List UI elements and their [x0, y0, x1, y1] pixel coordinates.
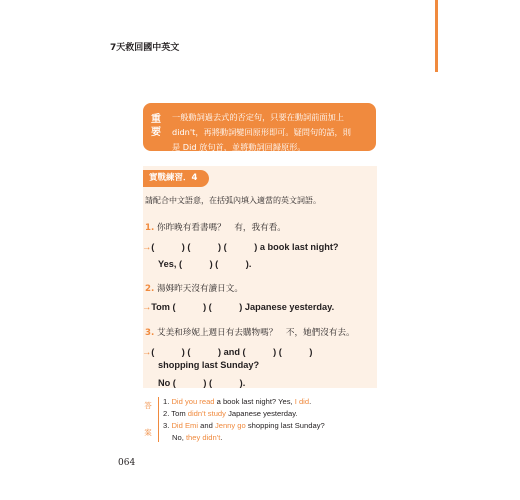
answer-4-highlight-1: they didn't [185, 433, 221, 442]
page-edge-tab [435, 0, 438, 72]
question-2-text: 湯姆昨天沒有讀日文。 [156, 284, 243, 294]
answer-4-text-1: . [220, 433, 223, 442]
question-3-text: 艾美和珍妮上週日有去購物嗎？ 不，她們沒有去。 [156, 328, 355, 338]
answer-3 [163, 421, 325, 430]
question-3-blank-line-1: ( ) ( ) and ( ) ( ) [151, 347, 313, 357]
answer-3-highlight-2: Jenny go [214, 421, 246, 430]
answer-3-text-2: shopping last Sunday? [245, 421, 325, 430]
answer-2-number: 2. Tom [163, 409, 188, 418]
important-note-text [172, 110, 370, 155]
question-1-chinese [145, 221, 286, 233]
question-1-blank-line-1: ( ) ( ) ( ) a book last night? [151, 242, 339, 252]
question-3-chinese [145, 326, 355, 338]
question-2-chinese [145, 282, 243, 294]
page-number: 064 [118, 458, 136, 468]
answer-4-prefix: No, [172, 433, 186, 442]
answer-1-highlight-1: Did you read [171, 397, 215, 406]
important-badge-char-1: 重 [151, 114, 161, 125]
answer-1-text-2: . [309, 397, 312, 406]
answer-3-continued [172, 433, 222, 442]
answer-label-char-1: 答 [144, 401, 152, 410]
answer-label-char-2: 案 [144, 428, 152, 437]
arrow-icon: → [142, 347, 152, 357]
question-3-answer-line-3: No ( ) ( ). [158, 378, 246, 388]
question-2-blank-line-1: Tom ( ) ( ) Japanese yesterday. [151, 302, 335, 312]
answer-3-highlight-1: Did Emi [171, 421, 199, 430]
practice-title: 實戰練習．4 [143, 170, 209, 187]
question-3-answer-line-2: shopping last Sunday? [158, 360, 260, 370]
arrow-icon: → [142, 302, 152, 312]
answer-divider [158, 397, 159, 442]
answer-1-number: 1. [163, 397, 172, 406]
answer-1 [163, 397, 311, 406]
note-line-3: 是 Did 放句首，並將動詞回歸原形。 [172, 142, 306, 152]
answer-2-highlight-1: didn't study [187, 409, 226, 418]
important-badge-char-2: 要 [151, 127, 161, 138]
question-2-answer-line-1 [142, 299, 334, 313]
question-3-number: 3. [145, 328, 155, 338]
answer-3-number: 3. [163, 421, 172, 430]
note-line-1: 一般動詞過去式的否定句，只要在動詞前面加上 [172, 112, 344, 122]
question-1-text: 你昨晚有看書嗎？ 有，我有看。 [156, 223, 286, 233]
question-1-number: 1. [145, 223, 155, 233]
note-line-2: didn't，再將動詞變回原形即可。疑問句的話，則 [172, 127, 351, 137]
question-2-number: 2. [145, 284, 155, 294]
answer-2 [163, 409, 298, 418]
important-badge [146, 106, 166, 146]
practice-instruction: 請配合中文語意，在括弧內填入適當的英文詞語。 [145, 196, 321, 205]
arrow-icon: → [142, 242, 152, 252]
answer-label [141, 401, 155, 437]
question-3-answer-line-1 [142, 344, 312, 358]
question-1-answer-line-1 [142, 239, 339, 253]
answer-1-highlight-2: I did [294, 397, 310, 406]
answer-3-text-1: and [198, 421, 215, 430]
answer-1-text-1: a book last night? Yes, [214, 397, 295, 406]
question-1-answer-line-2: Yes, ( ) ( ). [158, 259, 252, 269]
answer-2-text-1: Japanese yesterday. [225, 409, 298, 418]
page-header: 7天救回國中英文 [110, 43, 180, 53]
